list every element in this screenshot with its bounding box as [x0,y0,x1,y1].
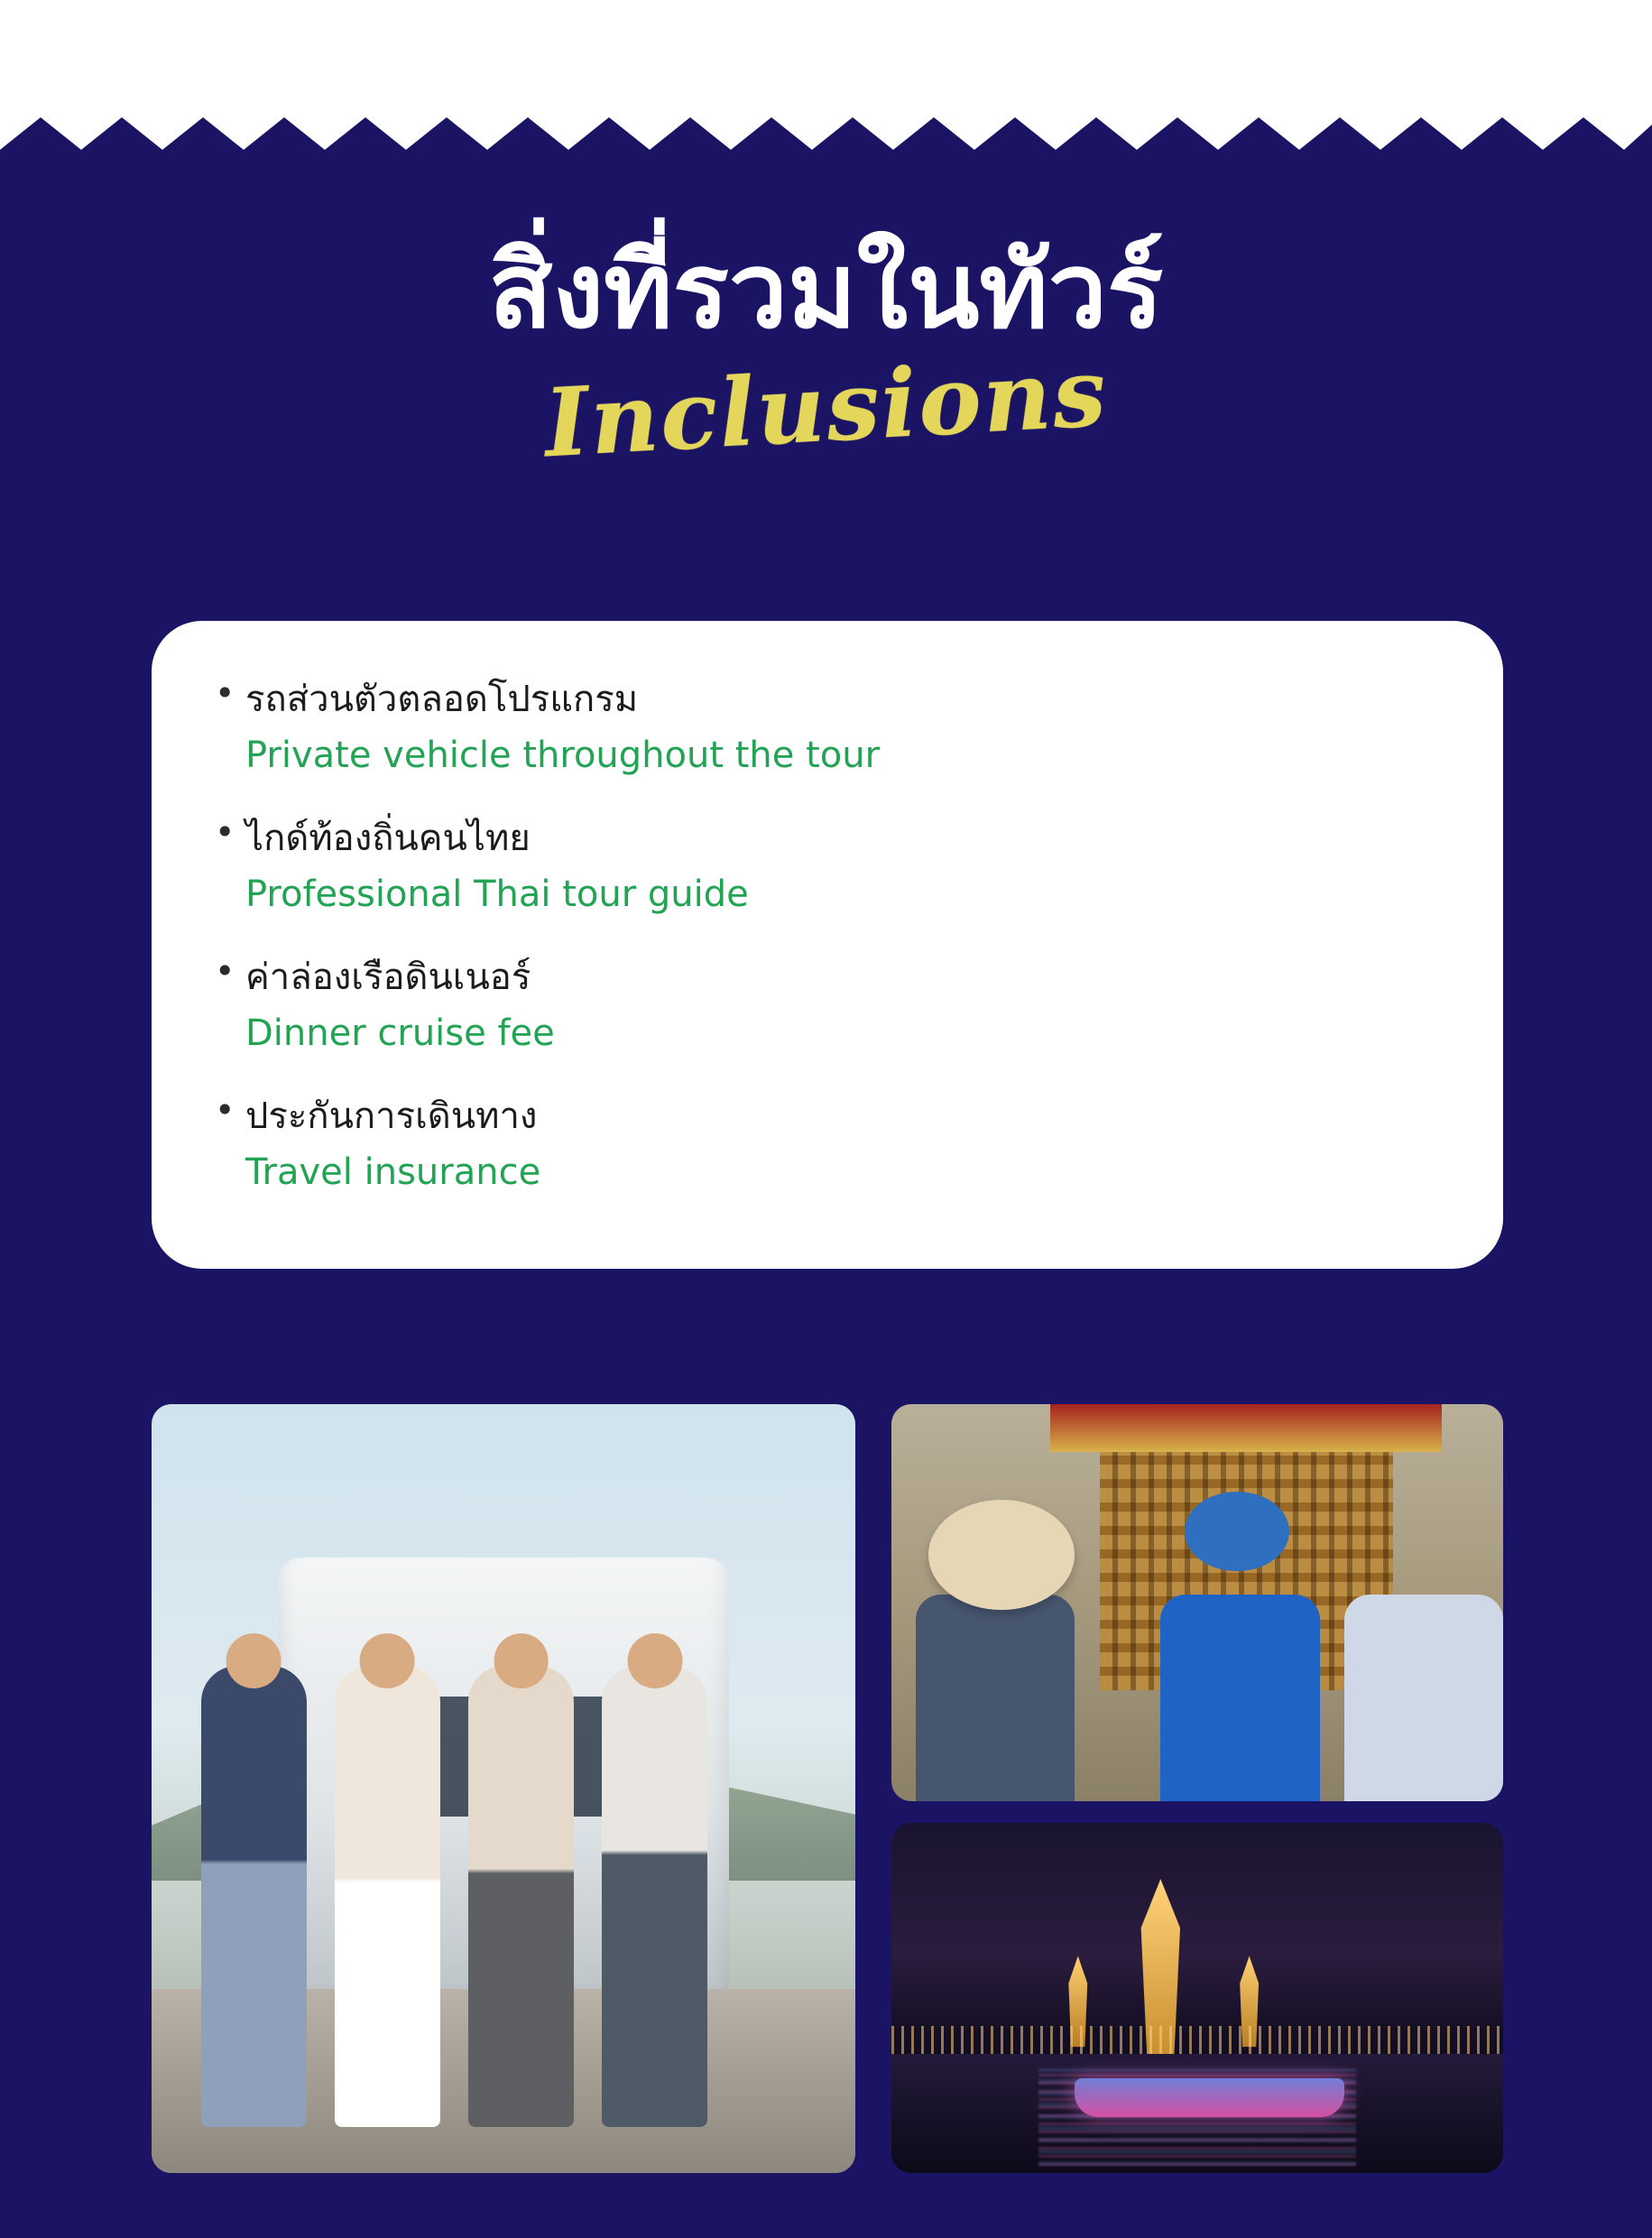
list-item-thai: รถส่วนตัวตลอดโปรแกรม [245,679,639,720]
photo-person [335,1666,440,2127]
list-item-texts [245,812,1440,920]
page-title-thai: สิ่งที่รวมในทัวร์ [488,230,1164,352]
page-title [0,226,1652,479]
top-white-band [0,0,1652,208]
photo-person-head [494,1633,549,1688]
page-title-english: Inclusions [541,336,1111,479]
photo-straw-hat [928,1500,1075,1610]
list-item [215,673,1440,781]
photo-guide-hat [1185,1492,1288,1571]
photo-tourist [916,1595,1075,1801]
list-item-texts [245,673,1440,781]
inclusions-card [152,621,1503,1269]
bullet-icon [215,951,245,975]
list-item [215,812,1440,920]
list-item-english: Travel insurance [245,1151,541,1193]
travelers-with-car-photo [152,1404,855,2173]
photo-person [602,1666,707,2127]
photo-person-head [627,1633,682,1688]
wat-arun-night-cruise-photo [891,1823,1503,2173]
bullet-icon [215,673,245,697]
list-item-thai: ประกันการเดินทาง [245,1096,538,1137]
list-item-texts [245,1090,1440,1198]
photo-person [201,1666,307,2127]
photo-tourist [1344,1595,1503,1801]
list-item-thai: ค่าล่องเรือดินเนอร์ [245,957,531,998]
photo-tour-guide [1160,1595,1319,1801]
photo-person-head [360,1633,415,1688]
temple-tour-guide-photo [891,1404,1503,1801]
list-item-english: Professional Thai tour guide [245,874,749,915]
photo-person [468,1666,574,2127]
photo-cruise-boat [1075,2078,1343,2117]
list-item-english: Dinner cruise fee [245,1013,555,1054]
photo-person-head [226,1633,281,1688]
list-item-thai: ไกด์ท้องถิ่นคนไทย [245,818,531,859]
list-item [215,1090,1440,1198]
photo-temple-roof [1050,1404,1442,1452]
list-item-texts [245,951,1440,1059]
list-item-english: Private vehicle throughout the tour [245,735,881,776]
zigzag-divider [0,117,1652,217]
bullet-icon [215,812,245,836]
list-item [215,951,1440,1059]
bullet-icon [215,1090,245,1114]
